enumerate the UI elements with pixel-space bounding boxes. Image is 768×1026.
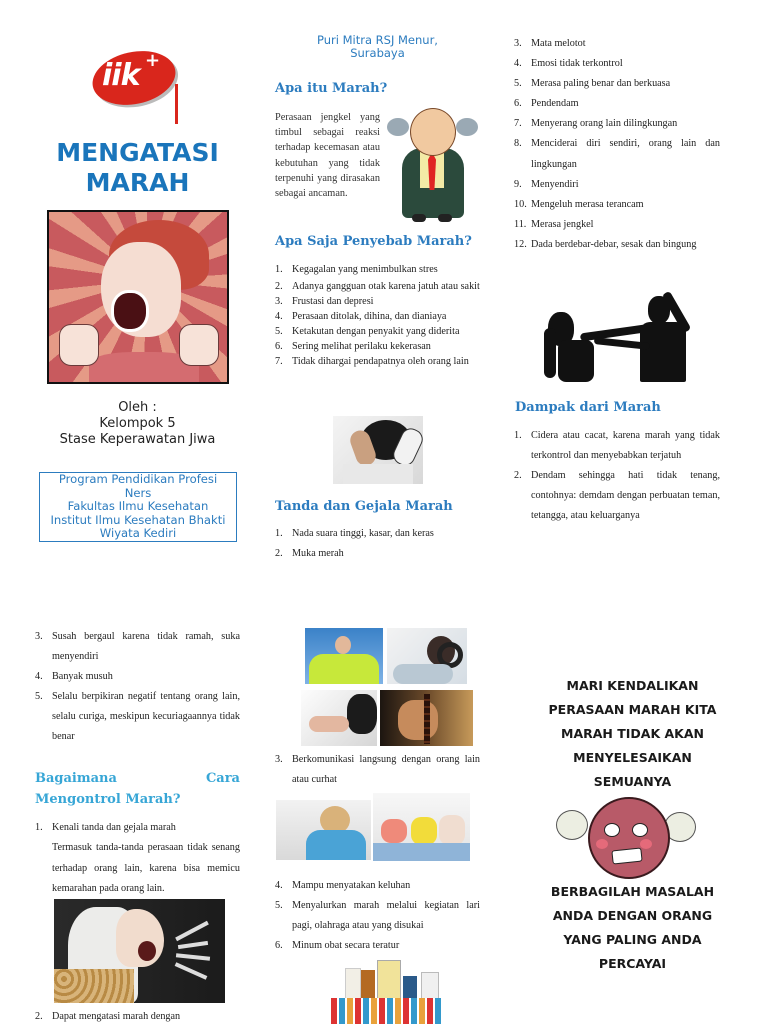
list-item: 4. Perasaan ditolak, dihina, dan dianiaya [275, 310, 447, 322]
list-item: 3. Mata melotot [514, 38, 586, 49]
causes-list [275, 263, 480, 369]
list-item: 3. Frustasi dan depresi [275, 295, 374, 307]
list-item: 10. Mengeluh merasa terancam [514, 198, 644, 210]
message-line: MARAH TIDAK AKAN [561, 726, 704, 741]
heading-cara-mengontrol: Bagaimana Cara Mengontrol Marah? [35, 771, 240, 807]
institution-line: Ners [124, 485, 152, 500]
cover-image-angry-person [47, 210, 229, 384]
steam-right-icon [456, 118, 478, 136]
author-stase: Stase Keperawatan Jiwa [59, 432, 216, 447]
list-item: 6. Sering melihat perilaku kekerasan [275, 340, 431, 352]
prayer-beads-image [380, 690, 473, 746]
message-line: YANG PALING ANDA [563, 932, 702, 947]
list-item: 9. Menyendiri [514, 178, 579, 190]
heading-dampak-marah: Dampak dari Marah [515, 400, 661, 415]
cheek-right [640, 839, 652, 849]
location-line-1: Puri Mitra RSJ Menur, [317, 33, 438, 47]
pillow-punch-image [301, 690, 377, 746]
person-jacket [309, 654, 379, 684]
bottle [361, 970, 375, 1000]
couch [373, 843, 470, 861]
steam-left-icon [387, 118, 409, 136]
list-item: 4. Emosi tidak terkontrol [514, 58, 623, 70]
author-block [40, 400, 235, 448]
steam-left-icon [556, 810, 588, 840]
list-item: 5. Menyalurkan marah melalui kegiatan lari pagi, olahraga atau yang disukai [275, 900, 480, 931]
list-item: 6. Minum obat secara teratur [275, 940, 400, 951]
list-item: 5. Selalu berpikiran negatif tentang orang lain, selalu curiga, meskipun kecuriagaannya tidak benar [35, 691, 240, 742]
woman-hair [544, 328, 556, 378]
fighting-couple-image [540, 282, 700, 382]
friend-3 [439, 815, 465, 845]
man-shoe-left [412, 214, 426, 222]
author-label: Oleh : [118, 400, 157, 415]
logo-plus-icon: + [145, 50, 161, 71]
location-header [290, 34, 465, 60]
chalk-line [175, 962, 208, 979]
institution-box [39, 472, 237, 542]
message-line: PERASAAN MARAH KITA [548, 702, 717, 717]
man-silhouette-body [640, 322, 686, 382]
list-item: 2. Adanya gangguan otak karena jatuh atau sakit [275, 280, 480, 292]
institution-line: Program Pendidikan Profesi [58, 472, 218, 486]
list-item: 8. Menciderai diri sendiri, orang lain dan lingkungan [514, 138, 720, 170]
chalk-line [178, 941, 208, 949]
heading-tanda-gejala: Tanda dan Gejala Marah [275, 499, 453, 514]
heading-penyebab-marah: Apa Saja Penyebab Marah? [275, 234, 472, 249]
friends-talking-image [373, 793, 470, 861]
brochure-title [40, 138, 235, 198]
motivation-message-1 [520, 674, 745, 794]
impact-list [514, 426, 720, 526]
list-item: 12. Dada berdebar-debar, sesak dan bingung [514, 238, 697, 250]
angry-face-icon [588, 797, 670, 879]
title-line-1: MENGATASI [56, 138, 219, 167]
man-shoe-right [438, 214, 452, 222]
cover-right-fist [179, 324, 219, 366]
message-line: ANDA DENGAN ORANG [552, 908, 713, 923]
person-shirt [306, 830, 366, 860]
mouth [611, 847, 642, 864]
list-item: 3. Susah bergaul karena tidak ramah, suka menyendiri [35, 631, 240, 662]
impact-list-continued [35, 627, 240, 747]
control-list-continued [35, 1008, 240, 1026]
person-head [335, 636, 351, 654]
woman-mouth [138, 941, 156, 961]
friend-1 [381, 819, 407, 843]
institution-line: Fakultas Ilmu Kesehatan [67, 499, 209, 513]
list-item: 3. Berkomunikasi langsung dengan orang lain atau curhat [275, 754, 480, 785]
hugging-image [276, 800, 371, 860]
woman-body [558, 340, 594, 382]
logo-stick-shape [175, 84, 178, 124]
list-item: 7. Tidak dihargai pendapatnya oleh orang lain [275, 355, 469, 367]
title-line-2: MARAH [85, 168, 190, 197]
chalk-line [176, 953, 210, 961]
list-item: 7. Menyerang orang lain dilingkungan [514, 118, 678, 130]
motivation-message-2 [520, 880, 745, 976]
definition-text: Perasaan jengkel yang timbul sebagai reaksi terhadap kecemasan atau kebutuhan yang tidak terpenuhi yang dirasakan sebagai ancaman. [275, 112, 380, 200]
cheek-left [596, 839, 608, 849]
bottle [345, 968, 361, 1000]
person-body [393, 664, 453, 684]
institution-line: Wiyata Kediri [99, 526, 177, 540]
stressed-person-image [333, 416, 423, 484]
list-item: 5. Ketakutan dengan penyakit yang diderita [275, 325, 460, 337]
cover-mouth [111, 290, 149, 332]
signs-list-continued [514, 34, 720, 255]
location-line-2: Surabaya [350, 46, 405, 60]
stressed-shirt [343, 464, 413, 484]
list-item: 6. Pendendam [514, 98, 579, 110]
list-item: 2. Dapat mengatasi marah dengan [35, 1011, 181, 1022]
arm [309, 716, 349, 732]
control-list-panel5-a [275, 750, 480, 790]
list-item: 11. Merasa jengkel [514, 218, 594, 230]
list-item: 1. Cidera atau cacat, karena marah yang tidak terkontrol dan menyebabkan terjatuh [514, 430, 720, 461]
pill-blisters [331, 998, 443, 1024]
control-list [35, 818, 240, 899]
music-relax-image [387, 628, 467, 684]
message-line: MARI KENDALIKAN [566, 678, 699, 693]
message-line: SEMUANYA [593, 774, 672, 789]
bottle [377, 960, 401, 1002]
eye-left [604, 823, 620, 837]
control-list-panel5-b [275, 876, 480, 956]
signs-list [275, 524, 480, 563]
prayer-beads [424, 694, 430, 744]
author-group: Kelompok 5 [99, 416, 176, 431]
list-item: 2. Muka merah [275, 547, 344, 559]
list-item: 1. Nada suara tinggi, kasar, dan keras [275, 528, 434, 539]
breathing-exercise-image [305, 628, 383, 684]
list-item: 4. Banyak musuh [35, 671, 113, 682]
dark-hair [347, 694, 377, 734]
message-line: MENYELESAIKAN [573, 750, 692, 765]
heading-apa-itu-marah: Apa itu Marah? [275, 81, 388, 96]
message-line: BERBAGILAH MASALAH [550, 884, 715, 899]
eye-right [632, 823, 648, 837]
message-line: PERCAYAI [598, 956, 667, 971]
institution-line: Institut Ilmu Kesehatan Bhakti [50, 512, 226, 527]
list-item: 5. Merasa paling benar dan berkuasa [514, 78, 671, 90]
chalk-line [175, 921, 209, 941]
list-item: 4. Mampu menyatakan keluhan [275, 880, 411, 891]
list-item-detail: Termasuk tanda-tanda perasaan tidak senang terhadap orang lain, karena bisa memicu kemarahan pada orang lain. [52, 842, 240, 894]
logo-text: iik [102, 58, 140, 93]
cover-left-fist [59, 324, 99, 366]
leopard-shirt [54, 969, 134, 1003]
medicine-image [325, 958, 450, 1024]
list-item: 1. Kegagalan yang menimbulkan stres [275, 264, 438, 275]
shouting-woman-image [54, 899, 225, 1003]
man-head [410, 108, 456, 156]
hand [398, 700, 438, 740]
list-item: 2. Dendam sehingga hati tidak tenang, contohnya: demdam dengan perbuatan teman, tetangga, atau keluarganya [514, 470, 720, 521]
friend-2 [411, 817, 437, 845]
list-item: 1. Kenali tanda dan gejala marah Termasuk tanda-tanda perasaan tidak senang terhadap orang lain, karena bisa memicu kemarahan pada orang lain. [35, 818, 240, 899]
